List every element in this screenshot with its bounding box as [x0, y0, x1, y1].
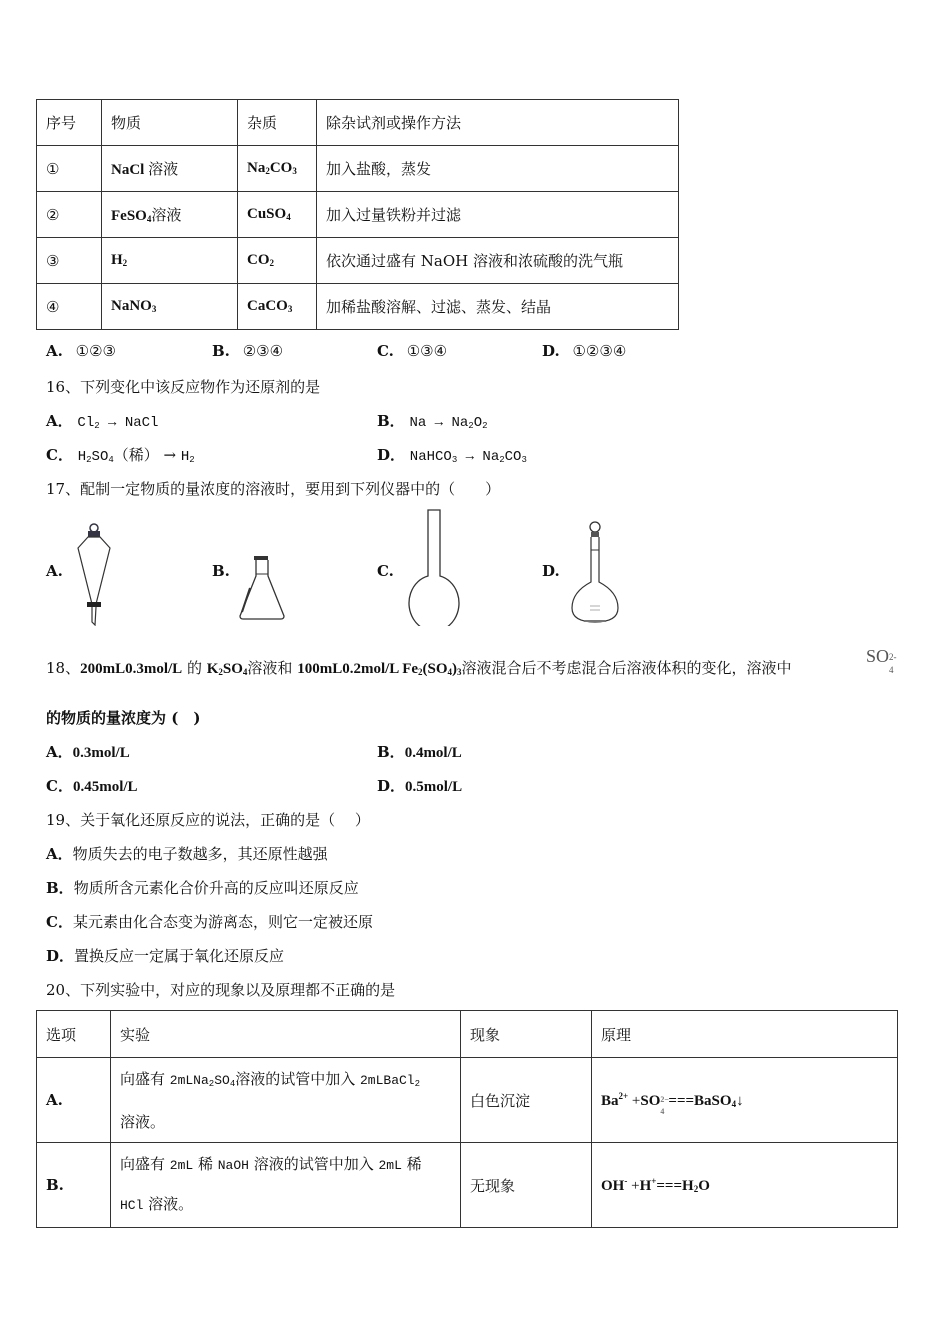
row-no: ①	[37, 146, 102, 192]
row-experiment: 向盛有 2mL 稀 NaOH 溶液的试管中加入 2mL 稀 HCl 溶液。	[111, 1143, 461, 1228]
row-substance: $H_2$	[102, 238, 238, 284]
table-row	[37, 238, 679, 284]
table-row	[37, 284, 679, 330]
q15-option-b[interactable]: B. ②③④	[212, 342, 284, 360]
row-substance: NaCl 溶液	[102, 146, 238, 192]
header-method: 除杂试剂或操作方法	[317, 100, 679, 146]
row-method: 加稀盐酸溶解、过滤、蒸发、结晶	[317, 284, 679, 330]
row-method: 依次通过盛有 NaOH 溶液和浓硫酸的洗气瓶	[317, 238, 679, 284]
row-no: ④	[37, 284, 102, 330]
q16-option-d[interactable]: D． NaHCO$_3$ → $Na_2CO_3$	[377, 446, 527, 465]
row-no: ③	[37, 238, 102, 284]
table-row	[37, 1058, 898, 1143]
q19-option-a[interactable]: A．物质失去的电子数越多，其还原性越强	[46, 845, 328, 863]
q20-table	[36, 1010, 898, 1228]
sulfate-ion-formula: SO 2- 4	[866, 646, 897, 675]
row-principle: $OH^- +H^+===H_2O$	[592, 1143, 898, 1228]
row-principle: $Ba^{2+} +SO$ 2− 4 ===BaSO$_4$↓	[592, 1058, 898, 1143]
row-substance: NaNO$_3$	[102, 284, 238, 330]
row-phenomenon: 无现象	[461, 1143, 592, 1228]
table-header-row	[37, 100, 679, 146]
row-impurity: CuSO$_4$	[238, 192, 317, 238]
q15-option-c[interactable]: C. ①③④	[377, 342, 448, 360]
q17-option-c-label[interactable]: C.	[377, 562, 394, 580]
q17-option-d-label[interactable]: D.	[542, 562, 560, 580]
q17-stem: 17、配制一定物质的量浓度的溶液时，要用到下列仪器中的（ ）	[46, 480, 501, 498]
q18-option-d[interactable]: D．0.5mol/L	[377, 777, 463, 795]
header-no: 序号	[37, 100, 102, 146]
table-row	[37, 192, 679, 238]
row-option: B.	[37, 1143, 111, 1228]
q18-option-b[interactable]: B．0.4mol/L	[377, 743, 462, 761]
q17-option-b-label[interactable]: B.	[212, 562, 230, 580]
q16-stem: 16、下列变化中该反应物作为还原剂的是	[46, 378, 321, 396]
header-experiment: 实验	[111, 1011, 461, 1058]
row-experiment: 向盛有 $2mLNa_2SO_4$溶液的试管中加入 2mLBaCl$_2$ 溶液。	[111, 1058, 461, 1143]
q20-stem: 20、下列实验中，对应的现象以及原理都不正确的是	[46, 981, 396, 999]
volumetric-flask-icon[interactable]	[568, 520, 622, 626]
row-phenomenon: 白色沉淀	[461, 1058, 592, 1143]
row-impurity: $Na_2CO_3$	[238, 146, 317, 192]
row-method: 加入盐酸，蒸发	[317, 146, 679, 192]
q17-option-a-label[interactable]: A.	[46, 562, 63, 580]
row-option: A.	[37, 1058, 111, 1143]
q19-option-b[interactable]: B．物质所含元素化合价升高的反应叫还原反应	[46, 879, 359, 897]
row-impurity: $CO_2$	[238, 238, 317, 284]
q19-stem: 19、关于氧化还原反应的说法，正确的是（ ）	[46, 811, 370, 829]
header-impurity: 杂质	[238, 100, 317, 146]
q16-option-b[interactable]: B． $Na \to Na_2O_2$	[377, 412, 488, 431]
header-principle: 原理	[592, 1011, 898, 1058]
table-row	[37, 1143, 898, 1228]
q16-option-c[interactable]: C． $H_2SO_4$（稀） → $H_2$	[46, 446, 195, 465]
q16-option-a[interactable]: A． $Cl_2$ → NaCl	[46, 412, 159, 431]
row-substance: FeSO$_4$溶液	[102, 192, 238, 238]
q18-option-c[interactable]: C．0.45mol/L	[46, 777, 138, 795]
separatory-funnel-icon[interactable]	[70, 522, 118, 626]
q18-stem-cont: 的物质的量浓度为 ( )	[46, 709, 201, 727]
header-phenomenon: 现象	[461, 1011, 592, 1058]
q15-option-d[interactable]: D. ①②③④	[542, 342, 627, 360]
header-substance: 物质	[102, 100, 238, 146]
round-bottom-flask-icon[interactable]	[404, 508, 464, 626]
q15-option-a[interactable]: A. ①②③	[46, 342, 116, 360]
q19-option-c[interactable]: C．某元素由化合态变为游离态，则它一定被还原	[46, 913, 373, 931]
q18-stem: 18、200mL0.3mol/L 的 $K_2SO_4$溶液和 100mL0.2mol/L $Fe_2(SO_4)_3$溶液混合后不考虑混合后溶液体积的变化，溶液中	[46, 659, 792, 677]
q19-option-d[interactable]: D．置换反应一定属于氧化还原反应	[46, 947, 285, 965]
erlenmeyer-flask-icon[interactable]	[236, 554, 288, 622]
row-no: ②	[37, 192, 102, 238]
table-row	[37, 146, 679, 192]
q15-table	[36, 99, 679, 330]
header-option: 选项	[37, 1011, 111, 1058]
row-method: 加入过量铁粉并过滤	[317, 192, 679, 238]
row-impurity: CaCO$_3$	[238, 284, 317, 330]
q18-option-a[interactable]: A．0.3mol/L	[46, 743, 130, 761]
table-header-row	[37, 1011, 898, 1058]
